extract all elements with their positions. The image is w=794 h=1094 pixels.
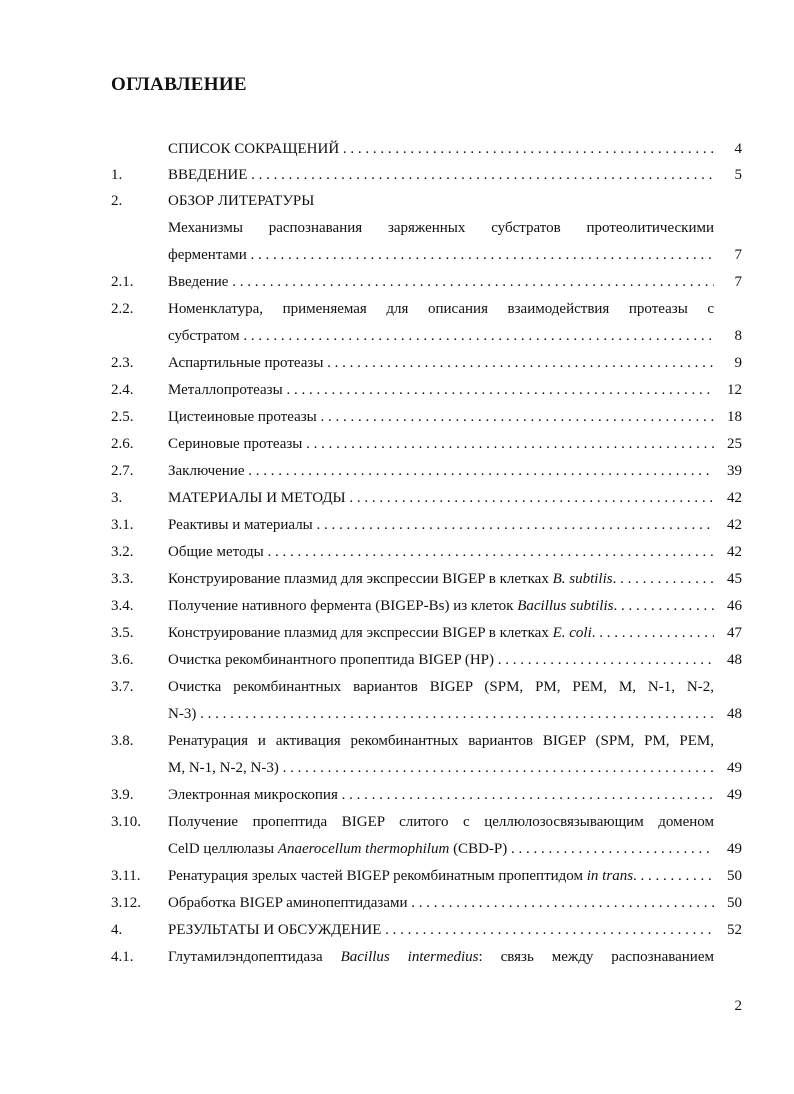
toc-entry-page: 42 xyxy=(727,517,742,533)
toc-entry xyxy=(0,594,794,618)
toc-entry xyxy=(0,432,794,456)
toc-entry-page: 5 xyxy=(734,167,742,183)
toc-entry-number: 3.3. xyxy=(111,571,134,587)
toc-entry-text xyxy=(168,594,714,618)
toc-entry-text: ОБЗОР ЛИТЕРАТУРЫ xyxy=(168,193,315,209)
toc-entry-text-part: Глутамилэндопептидаза xyxy=(168,949,341,965)
toc-entry-text: Цистеиновые протеазы . . . xyxy=(168,405,714,429)
toc-entry-text: Механизмы распознавания заряженных субстратов протеолитическими xyxy=(168,220,714,236)
toc-entry-text: Номенклатура, применяемая для описания взаимодействия протеазы с xyxy=(168,301,714,317)
toc-entry xyxy=(0,459,794,483)
toc-entry xyxy=(0,270,794,294)
toc-entry-number: 3. xyxy=(111,490,123,506)
toc-entry-text: Общие методы . . . xyxy=(168,540,714,564)
toc-entry-text: N-3) . . . xyxy=(168,702,714,726)
toc-entry-number: 3.2. xyxy=(111,544,134,560)
toc-entry xyxy=(0,756,794,780)
toc-entry-number: 4. xyxy=(111,922,123,938)
toc-entry-text: Введение . . . xyxy=(168,270,714,294)
toc-entry-text: Сериновые протеазы . . . xyxy=(168,432,714,456)
toc-entry xyxy=(0,729,794,753)
toc-entry-text: Очистка рекомбинантных вариантов BIGEP (SPM, PM, PEM, M, N-1, N-2, xyxy=(168,679,714,695)
toc-entry xyxy=(0,702,794,726)
toc-entry-page: 49 xyxy=(727,841,742,857)
toc-entry xyxy=(0,163,794,187)
toc-entry-page: 7 xyxy=(734,274,742,290)
toc-entry-text: M, N-1, N-2, N-3) . . . xyxy=(168,756,714,780)
toc-entry xyxy=(0,243,794,267)
toc-entry-page: 42 xyxy=(727,544,742,560)
toc-entry-number: 2.6. xyxy=(111,436,134,452)
toc-entry-text: Металлопротеазы . . . xyxy=(168,378,714,402)
toc-entry-text-part: Ренатурация зрелых частей BIGEP рекомбинатным пропептидом xyxy=(168,868,587,884)
toc-entry-number: 3.6. xyxy=(111,652,134,668)
toc-entry-number: 2.7. xyxy=(111,463,134,479)
toc-entry-text xyxy=(168,621,714,645)
toc-entry-page: 39 xyxy=(727,463,742,479)
toc-entry-page: 50 xyxy=(727,895,742,911)
toc-entry xyxy=(0,783,794,807)
toc-entry-text: Аспартильные протеазы . . . xyxy=(168,351,714,375)
toc-entry-text-italic: Bacillus subtilis xyxy=(517,598,614,614)
toc-entry-number: 3.12. xyxy=(111,895,141,911)
toc-entry xyxy=(0,378,794,402)
toc-entry-text-part: : связь между распознаванием xyxy=(478,949,714,965)
toc-entry-page: 7 xyxy=(734,247,742,263)
toc-entry-number: 3.4. xyxy=(111,598,134,614)
toc-entry-page: 49 xyxy=(727,787,742,803)
toc-entry-text: ВВЕДЕНИЕ . . . xyxy=(168,163,714,187)
toc-entry-number: 2.1. xyxy=(111,274,134,290)
toc-entry-page: 45 xyxy=(727,571,742,587)
toc-entry xyxy=(0,567,794,591)
toc-entry xyxy=(0,540,794,564)
toc-entry-text: Заключение . . . xyxy=(168,459,714,483)
toc-entry-page: 46 xyxy=(727,598,742,614)
page-number: 2 xyxy=(734,998,742,1014)
toc-entry-number: 1. xyxy=(111,167,123,183)
toc-entry xyxy=(0,675,794,699)
toc-entry-number: 2.5. xyxy=(111,409,134,425)
toc-entry-page: 18 xyxy=(727,409,742,425)
toc-entry-text-part: Конструирование плазмид для экспрессии BIGEP в клетках xyxy=(168,625,553,641)
toc-entry-text: Реактивы и материалы . . . xyxy=(168,513,714,537)
toc-entry xyxy=(0,513,794,537)
toc-entry-page: 42 xyxy=(727,490,742,506)
toc-entry-text-part: . xyxy=(591,625,596,641)
toc-entry xyxy=(0,891,794,915)
toc-entry-text-part: Конструирование плазмид для экспрессии BIGEP в клетках xyxy=(168,571,553,587)
toc-entry-number: 3.7. xyxy=(111,679,134,695)
toc-entry-page: 12 xyxy=(727,382,742,398)
toc-entry xyxy=(0,486,794,510)
toc-entry-number: 3.8. xyxy=(111,733,134,749)
toc-entry-page: 8 xyxy=(734,328,742,344)
toc-entry-text: Обработка BIGEP аминопептидазами . . . xyxy=(168,891,714,915)
toc-entry-page: 48 xyxy=(727,652,742,668)
toc-entry-text-italic: in trans xyxy=(586,868,634,884)
toc-entry-text: Электронная микроскопия . . . xyxy=(168,783,714,807)
toc-entry-text-part: . xyxy=(612,571,617,587)
toc-entry-number: 2.4. xyxy=(111,382,134,398)
toc-entry-text xyxy=(168,864,714,888)
toc-entry-number: 3.1. xyxy=(111,517,134,533)
toc-entry-text-part: CelD целлюлазы xyxy=(168,841,278,857)
toc-entry xyxy=(0,621,794,645)
toc-entry xyxy=(0,405,794,429)
toc-entry xyxy=(0,216,794,240)
toc-entry-page: 52 xyxy=(727,922,742,938)
toc-entry-text-part: . xyxy=(613,598,618,614)
toc-entry-text: Ренатурация и активация рекомбинантных вариантов BIGEP (SPM, PM, PEM, xyxy=(168,733,714,749)
toc-entry xyxy=(0,837,794,861)
toc-entry-text-part: (CBD-P) xyxy=(449,841,508,857)
toc-entry xyxy=(0,351,794,375)
toc-entry-page: 25 xyxy=(727,436,742,452)
toc-entry-number: 3.9. xyxy=(111,787,134,803)
toc-entry-text xyxy=(168,945,714,969)
toc-entry-page: 48 xyxy=(727,706,742,722)
toc-entry-text: МАТЕРИАЛЫ И МЕТОДЫ . . . xyxy=(168,486,714,510)
toc-entry-text xyxy=(168,837,714,861)
toc-entry xyxy=(0,324,794,348)
toc-entry-text-italic: E. coli xyxy=(552,625,592,641)
toc-entry xyxy=(0,648,794,672)
toc-entry-text: ферментами . . . xyxy=(168,243,714,267)
toc-entry-text: СПИСОК СОКРАЩЕНИЙ . . . xyxy=(168,137,714,161)
toc-entry-page: 49 xyxy=(727,760,742,776)
toc-entry-text-part: . xyxy=(633,868,637,884)
toc-entry xyxy=(0,864,794,888)
toc-entry-text: Очистка рекомбинантного пропептида BIGEP (HP) . . . xyxy=(168,648,714,672)
toc-entry-number: 3.11. xyxy=(111,868,141,884)
toc-entry xyxy=(0,297,794,321)
toc-entry-number: 2.3. xyxy=(111,355,134,371)
toc-entry-page: 9 xyxy=(734,355,742,371)
toc-entry-text-part: Получение нативного фермента (BIGEP-Bs) из клеток xyxy=(168,598,518,614)
page-title: ОГЛАВЛЕНИЕ xyxy=(111,74,247,95)
toc-entry-text: Получение пропептида BIGEP слитого с целлюлозосвязывающим доменом xyxy=(168,814,714,830)
toc-entry-number: 3.10. xyxy=(111,814,141,830)
toc-entry-number: 3.5. xyxy=(111,625,134,641)
toc-entry-page: 4 xyxy=(734,141,742,157)
toc-entry-text: РЕЗУЛЬТАТЫ И ОБСУЖДЕНИЕ . . . xyxy=(168,918,714,942)
toc-entry xyxy=(0,945,794,969)
toc-entry-page: 50 xyxy=(727,868,742,884)
toc-entry-number: 2.2. xyxy=(111,301,134,317)
toc-entry xyxy=(0,189,794,213)
toc-entry-text-italic: Anaerocellum thermophilum xyxy=(277,841,450,857)
toc-entry-text-italic: B. subtilis xyxy=(552,571,613,587)
toc-entry xyxy=(0,810,794,834)
toc-entry xyxy=(0,137,794,161)
toc-entry-text xyxy=(168,567,714,591)
toc-entry xyxy=(0,918,794,942)
toc-entry-page: 47 xyxy=(727,625,742,641)
toc-entry-number: 2. xyxy=(111,193,123,209)
toc-entry-text: субстратом . . . xyxy=(168,324,714,348)
toc-entry-text-italic: Bacillus intermedius xyxy=(340,949,479,965)
toc-entry-number: 4.1. xyxy=(111,949,134,965)
